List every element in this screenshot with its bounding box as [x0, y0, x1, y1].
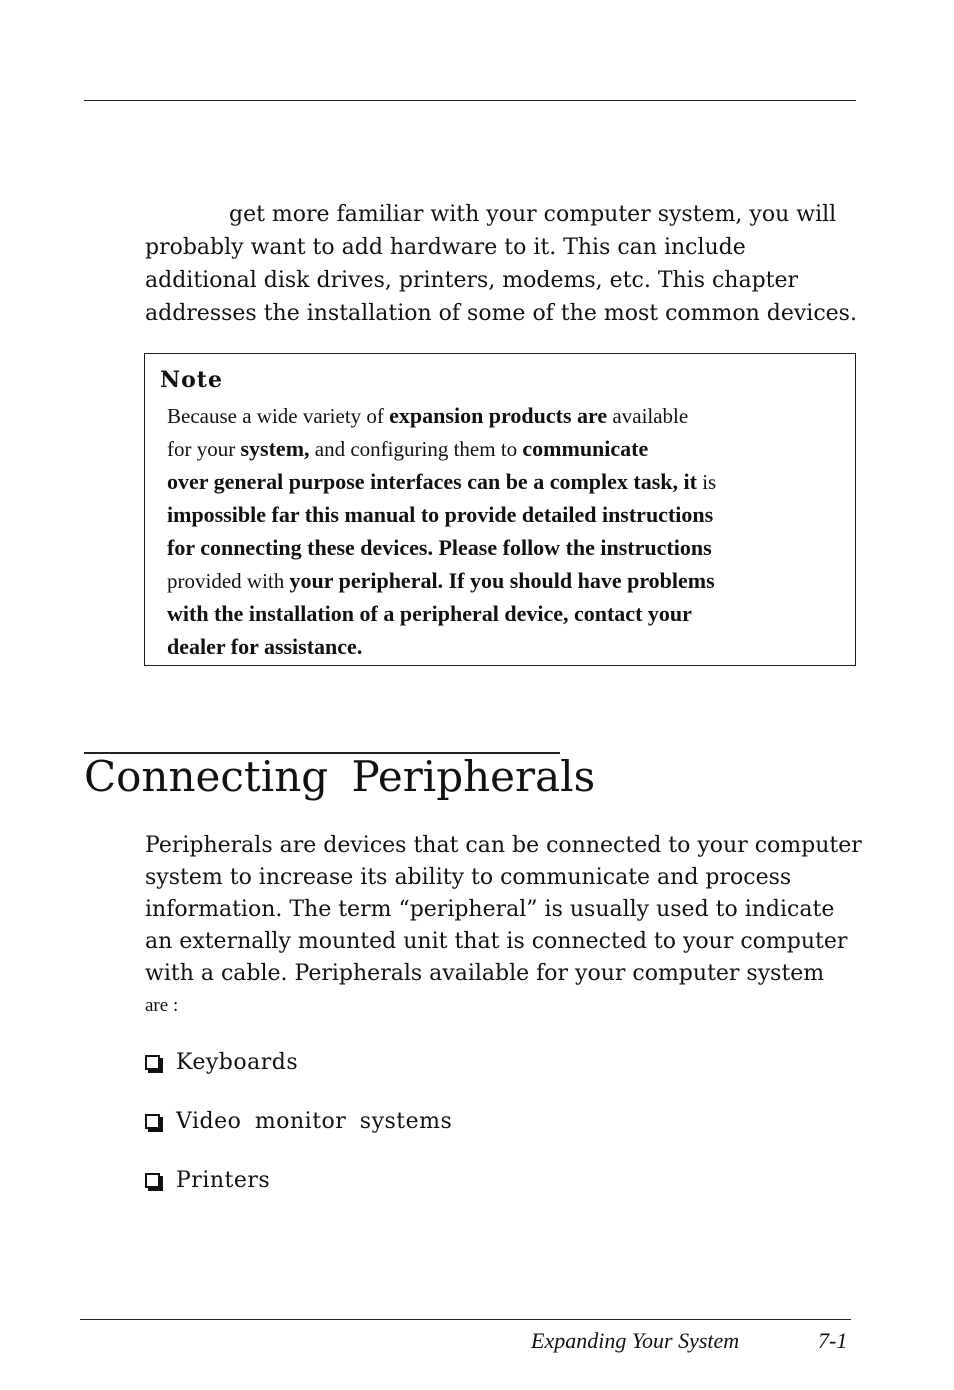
note-text: for your — [167, 437, 241, 461]
note-text: system, — [240, 436, 310, 461]
header-rule — [84, 100, 856, 101]
note-line — [167, 400, 837, 433]
list-item — [145, 1050, 298, 1075]
footer-chapter-title: Expanding Your System — [531, 1328, 740, 1353]
note-line — [167, 565, 837, 598]
note-text: with the installation of a peripheral device, contact your — [167, 601, 692, 626]
intro-line: get more familiar with your computer system, you will — [229, 202, 837, 227]
note-text: is — [696, 470, 717, 494]
checkbox-icon — [145, 1055, 160, 1070]
note-text: your peripheral. If you should have problems — [289, 568, 715, 593]
paragraph-line: information. The term “peripheral” is usually used to indicate — [145, 897, 835, 922]
note-text: impossible far this manual to provide detailed instructions — [167, 502, 714, 527]
section-title: Connecting Peripherals — [84, 752, 596, 801]
list-item-label: Video monitor systems — [176, 1109, 453, 1134]
intro-line: probably want to add hardware to it. This can include — [145, 235, 746, 260]
note-body — [167, 400, 837, 664]
note-line — [167, 466, 837, 499]
note-text: provided with — [167, 569, 290, 593]
paragraph-line: system to increase its ability to communicate and process — [145, 865, 792, 890]
checkbox-icon — [145, 1173, 160, 1188]
note-text: communicate — [522, 436, 649, 461]
note-line — [167, 433, 837, 466]
page-number: 7-1 — [818, 1328, 848, 1353]
paragraph-line: an externally mounted unit that is connected to your computer — [145, 929, 848, 954]
intro-line: additional disk drives, printers, modems, etc. This chapter — [145, 268, 799, 293]
paragraph-line: are : — [145, 995, 179, 1016]
note-box — [144, 353, 856, 666]
paragraph-line: with a cable. Peripherals available for your computer system — [145, 961, 825, 986]
section-paragraph — [145, 830, 865, 1022]
note-title: Note — [160, 367, 223, 393]
checkbox-icon — [145, 1114, 160, 1129]
footer-rule — [80, 1319, 851, 1320]
note-text: and configuring them to — [309, 437, 523, 461]
note-text: Because a wide variety of — [167, 404, 390, 428]
list-item — [145, 1109, 452, 1134]
note-text: expansion products are — [389, 403, 608, 428]
note-line — [167, 499, 837, 532]
note-text: for connecting these devices. Please follow the instructions — [167, 535, 712, 560]
intro-line: addresses the installation of some of the most common devices. — [145, 301, 857, 326]
note-text: dealer for assistance. — [167, 634, 363, 659]
list-item — [145, 1168, 270, 1193]
list-item-label: Printers — [176, 1168, 271, 1193]
note-text: available — [607, 404, 689, 428]
intro-paragraph — [145, 198, 865, 330]
note-line — [167, 532, 837, 565]
paragraph-line: Peripherals are devices that can be connected to your computer — [145, 833, 862, 858]
note-line — [167, 598, 837, 631]
note-line — [167, 631, 837, 664]
list-item-label: Keyboards — [176, 1050, 299, 1075]
note-text: over general purpose interfaces can be a complex task, it — [167, 469, 697, 494]
